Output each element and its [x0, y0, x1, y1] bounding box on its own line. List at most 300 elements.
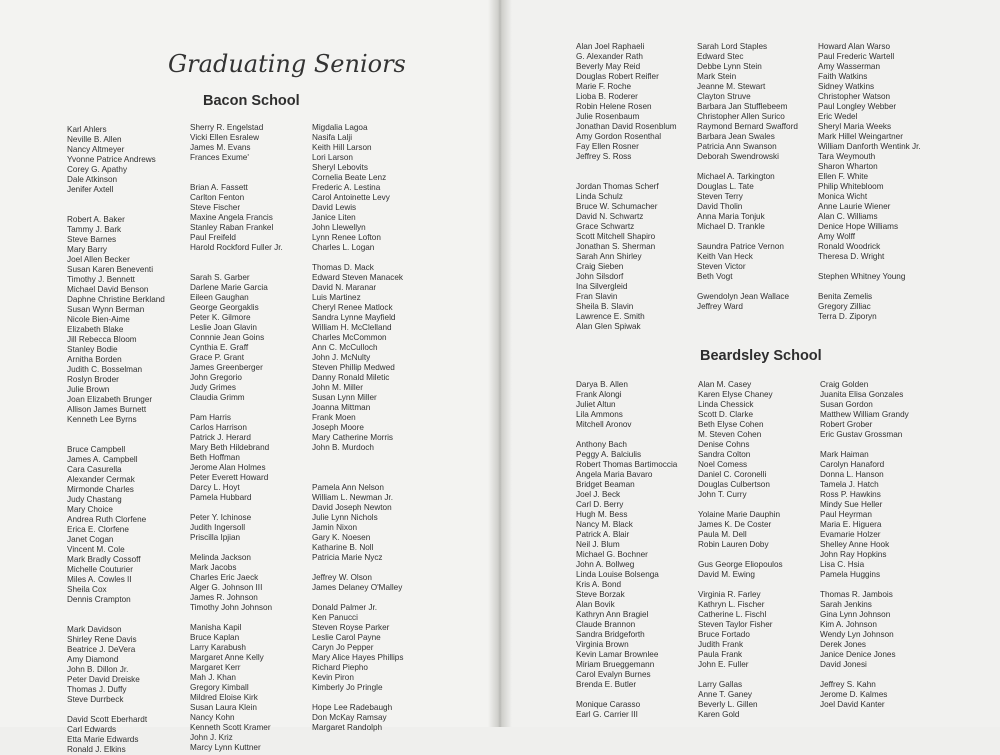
graduate-name: Eileen Gaughan	[190, 293, 249, 302]
bacon-column-2	[190, 123, 283, 753]
graduate-name: Monique Carasso	[576, 700, 641, 709]
graduate-name: John J. Kriz	[190, 733, 233, 742]
graduate-name: Tamela J. Hatch	[820, 480, 879, 489]
graduate-name: William H. McClelland	[312, 323, 392, 332]
graduate-name: Alan Joel Raphaeli	[576, 42, 645, 51]
graduate-name: Alexander Cermak	[67, 475, 135, 484]
graduate-name: Kris A. Bond	[576, 580, 622, 589]
graduate-name: Nancy Altmeyer	[67, 145, 125, 154]
graduate-name: David M. Ewing	[698, 570, 755, 579]
graduate-name: Ann C. McCulloch	[312, 343, 378, 352]
name-spacer	[190, 163, 283, 173]
graduate-name: Robert A. Baker	[67, 215, 125, 224]
graduate-name: John T. Curry	[698, 490, 747, 499]
graduate-name: Peter Everett Howard	[190, 473, 269, 482]
graduate-name: Charles Eric Jaeck	[190, 573, 259, 582]
graduate-name: Nancy Kohn	[190, 713, 235, 722]
graduate-name: Bruce Kaplan	[190, 633, 240, 642]
name-spacer	[190, 543, 283, 553]
graduate-name: Kenneth Lee Byrns	[67, 415, 137, 424]
graduate-name: Anthony Bach	[576, 440, 627, 449]
graduate-name: Charles L. Logan	[312, 243, 375, 252]
graduate-name: Michael David Benson	[67, 285, 149, 294]
graduate-name: Beatrice J. DeVera	[67, 645, 136, 654]
graduate-name: Eric Wedel	[818, 112, 858, 121]
graduate-name: Cornelia Beate Lenz	[312, 173, 387, 182]
graduate-name: Don McKay Ramsay	[312, 713, 387, 722]
graduate-name: Cara Casurella	[67, 465, 122, 474]
graduate-name: Joseph Moore	[312, 423, 364, 432]
graduate-name: Amy Wolff	[818, 232, 856, 241]
graduate-name: Clayton Struve	[697, 92, 751, 101]
name-spacer	[698, 580, 783, 590]
graduate-name: Michael A. Tarkington	[697, 172, 775, 181]
graduate-name: Saundra Patrice Vernon	[697, 242, 784, 251]
graduate-name: Paula M. Dell	[698, 530, 747, 539]
graduate-name: Susan Laura Klein	[190, 703, 257, 712]
graduate-name: Stanley Bodie	[67, 345, 118, 354]
graduate-name: Fay Ellen Rosner	[576, 142, 639, 151]
graduate-name: Jeffrey S. Ross	[576, 152, 632, 161]
graduate-name: John Silsdorf	[576, 272, 624, 281]
graduate-name: Beth Hoffman	[190, 453, 240, 462]
graduate-name: Julie Brown	[67, 385, 110, 394]
name-spacer	[576, 690, 677, 700]
graduate-name: Joel Allen Becker	[67, 255, 130, 264]
graduate-name: Peter K. Gilmore	[190, 313, 251, 322]
page-title: Graduating Seniors	[168, 50, 406, 78]
graduate-name: Beth Elyse Cohen	[698, 420, 764, 429]
left-page	[0, 0, 497, 754]
name-spacer	[67, 425, 165, 435]
name-spacer	[698, 550, 783, 560]
graduate-name: Peter Y. Ichinose	[190, 513, 252, 522]
name-spacer	[312, 253, 403, 263]
graduate-name: Robert Thomas Bartimoccia	[576, 460, 678, 469]
graduate-name: Patrick A. Blair	[576, 530, 630, 539]
graduate-name: Melinda Jackson	[190, 553, 251, 562]
graduate-name: Sandra Colton	[698, 450, 751, 459]
graduate-name: Sarah Lord Staples	[697, 42, 768, 51]
graduate-name: Steven Royse Parker	[312, 623, 390, 632]
graduate-name: Douglas Culbertson	[698, 480, 770, 489]
bacon-column-1	[67, 125, 165, 755]
graduate-name: Terra D. Ziporyn	[818, 312, 877, 321]
graduate-name: Linda Chessick	[698, 400, 754, 409]
graduate-name: Erica E. Clorfene	[67, 525, 129, 534]
graduate-name: John B. Dillon Jr.	[67, 665, 129, 674]
graduate-name: Stanley Raban Frankel	[190, 223, 274, 232]
graduate-name: Jeffrey Ward	[697, 302, 743, 311]
graduate-name: Douglas L. Tate	[697, 182, 754, 191]
graduate-name: Patrick J. Herard	[190, 433, 251, 442]
graduate-name: Christopher Watson	[818, 92, 891, 101]
graduate-name: Derek Jones	[820, 640, 866, 649]
graduate-name: Mary Choice	[67, 505, 113, 514]
graduate-name: David N. Maranar	[312, 283, 377, 292]
graduate-name: Carl D. Berry	[576, 500, 624, 509]
graduate-name: Marcy Lynn Kuttner	[190, 743, 261, 752]
graduate-name: Amy Gordon Rosenthal	[576, 132, 662, 141]
graduate-name: Mary Alice Hayes Phillips	[312, 653, 404, 662]
graduate-name: Ken Panucci	[312, 613, 358, 622]
graduate-name: Mitchell Aronov	[576, 420, 632, 429]
graduate-name: Bridget Beaman	[576, 480, 635, 489]
graduate-name: Paula Frank	[698, 650, 743, 659]
graduate-name: Mary Catherine Morris	[312, 433, 393, 442]
graduate-name: Eric Gustav Grossman	[820, 430, 903, 439]
graduate-name: Hugh M. Bess	[576, 510, 628, 519]
graduate-name: Susan Lynn Miller	[312, 393, 377, 402]
graduate-name: Denise Cohns	[698, 440, 750, 449]
graduate-name: Joan Elizabeth Brunger	[67, 395, 153, 404]
graduate-name: Darlene Marie Garcia	[190, 283, 268, 292]
name-spacer	[190, 503, 283, 513]
graduate-name: Gregory Kimball	[190, 683, 249, 692]
graduate-name: John Ray Hopkins	[820, 550, 887, 559]
graduate-name: Juliet Altun	[576, 400, 616, 409]
graduate-name: William L. Newman Jr.	[312, 493, 393, 502]
graduate-name: Harold Rockford Fuller Jr.	[190, 243, 283, 252]
graduate-name: Monica Wicht	[818, 192, 868, 201]
name-spacer	[698, 500, 783, 510]
graduate-name: Claudia Grimm	[190, 393, 245, 402]
graduate-name: Debbe Lynn Stein	[697, 62, 762, 71]
graduate-name: Yvonne Patrice Andrews	[67, 155, 156, 164]
name-spacer	[697, 162, 798, 172]
graduate-name: Catherine L. Fischl	[698, 610, 767, 619]
graduate-name: James R. Johnson	[190, 593, 258, 602]
graduate-name: Evamarie Holzer	[820, 530, 881, 539]
name-spacer	[67, 195, 165, 205]
graduate-name: Denice Hope Williams	[818, 222, 899, 231]
graduate-name: Gary K. Noesen	[312, 533, 371, 542]
graduate-name: Neville B. Allen	[67, 135, 122, 144]
graduate-name: Patricia Ann Swanson	[697, 142, 777, 151]
graduate-name: Nasifa Lalji	[312, 133, 353, 142]
graduate-name: Elizabeth Blake	[67, 325, 124, 334]
graduate-name: James M. Evans	[190, 143, 251, 152]
graduate-name: David Scott Eberhardt	[67, 715, 148, 724]
graduate-name: Jeffrey S. Kahn	[820, 680, 876, 689]
graduate-name: Virginia R. Farley	[698, 590, 761, 599]
graduate-name: Anne T. Ganey	[698, 690, 753, 699]
graduate-name: Margaret Randolph	[312, 723, 383, 732]
graduate-name: Michelle Couturier	[67, 565, 133, 574]
graduate-name: Kimberly Jo Pringle	[312, 683, 383, 692]
graduate-name: Daphne Christine Berkland	[67, 295, 165, 304]
graduate-name: Edward Stec	[697, 52, 744, 61]
graduate-name: Carol Evalyn Burnes	[576, 670, 651, 679]
graduate-name: Susan Gordon	[820, 400, 873, 409]
graduate-name: Hope Lee Radebaugh	[312, 703, 393, 712]
graduate-name: John Gregorio	[190, 373, 242, 382]
name-spacer	[190, 173, 283, 183]
graduate-name: Alan Glen Spiwak	[576, 322, 641, 331]
graduate-name: Janice Liten	[312, 213, 356, 222]
graduate-name: Tammy J. Bark	[67, 225, 122, 234]
graduate-name: Priscilla Ipjian	[190, 533, 241, 542]
graduate-name: Karen Gold	[698, 710, 740, 719]
graduate-name: Manisha Kapil	[190, 623, 242, 632]
graduate-name: Karen Elyse Chaney	[698, 390, 773, 399]
graduate-name: Carolyn Hanaford	[820, 460, 885, 469]
graduate-name: Keith Hill Larson	[312, 143, 372, 152]
name-spacer	[67, 435, 165, 445]
graduate-name: Donna L. Hanson	[820, 470, 884, 479]
graduate-name: Sandra Bridgeforth	[576, 630, 645, 639]
graduate-name: Mary Beth Hildebrand	[190, 443, 270, 452]
name-spacer	[67, 205, 165, 215]
graduate-name: Beverly May Reid	[576, 62, 641, 71]
graduate-name: Bruce W. Schumacher	[576, 202, 658, 211]
graduate-name: Cheryl Renee Matlock	[312, 303, 393, 312]
graduate-name: Pam Harris	[190, 413, 231, 422]
right-column-2	[697, 42, 798, 312]
graduate-name: Nicole Bien-Aime	[67, 315, 130, 324]
graduate-name: Jeffrey W. Olson	[312, 573, 372, 582]
graduate-name: Kim A. Johnson	[820, 620, 877, 629]
beardsley-column-1	[576, 380, 677, 720]
graduate-name: John J. McNulty	[312, 353, 371, 362]
name-spacer	[190, 253, 283, 263]
graduate-name: Timothy J. Bennett	[67, 275, 135, 284]
graduate-name: Carlton Fenton	[190, 193, 245, 202]
graduate-name: Sheryl Lebovits	[312, 163, 368, 172]
graduate-name: Alger G. Johnson III	[190, 583, 263, 592]
graduate-name: Sheryl Maria Weeks	[818, 122, 892, 131]
graduate-name: Marie F. Roche	[576, 82, 632, 91]
graduate-name: Frances Exume'	[190, 153, 249, 162]
graduate-name: Philip Whitebloom	[818, 182, 884, 191]
graduate-name: Kathryn L. Fischer	[698, 600, 765, 609]
graduate-name: Timothy John Johnson	[190, 603, 273, 612]
graduate-name: Faith Watkins	[818, 72, 868, 81]
graduate-name: Judith Ingersoll	[190, 523, 246, 532]
graduate-name: Paul Frederic Wartell	[818, 52, 895, 61]
graduate-name: Benita Zemelis	[818, 292, 873, 301]
name-spacer	[312, 693, 403, 703]
graduate-name: Paul Heyrman	[820, 510, 872, 519]
graduate-name: Carol Antoinette Levy	[312, 193, 390, 202]
graduate-name: Joel J. Beck	[576, 490, 621, 499]
graduate-name: Douglas Robert Reifler	[576, 72, 659, 81]
graduate-name: Lori Larson	[312, 153, 353, 162]
graduate-name: Mildred Eloise Kirk	[190, 693, 258, 702]
graduate-name: Ronald J. Elkins	[67, 745, 126, 754]
name-spacer	[312, 473, 403, 483]
graduate-name: Judith C. Bosselman	[67, 365, 143, 374]
graduate-name: Alan Bovik	[576, 600, 615, 609]
graduate-name: Ina Silvergleid	[576, 282, 628, 291]
graduate-name: Yolaine Marie Dauphin	[698, 510, 781, 519]
graduate-name: Charles McCommon	[312, 333, 387, 342]
graduate-name: Susan Wynn Berman	[67, 305, 145, 314]
graduate-name: Linda Schulz	[576, 192, 623, 201]
graduate-name: Dale Atkinson	[67, 175, 118, 184]
graduate-name: Amy Wasserman	[818, 62, 881, 71]
graduate-name: Mindy Sue Heller	[820, 500, 883, 509]
graduate-name: David Lewis	[312, 203, 357, 212]
graduate-name: Jordan Thomas Scherf	[576, 182, 659, 191]
graduate-name: John A. Bollweg	[576, 560, 635, 569]
graduate-name: John Llewellyn	[312, 223, 366, 232]
graduate-name: Pamela Huggins	[820, 570, 881, 579]
graduate-name: Deborah Swendrowski	[697, 152, 779, 161]
graduate-name: Darcy L. Hoyt	[190, 483, 240, 492]
name-spacer	[698, 670, 783, 680]
graduate-name: Maxine Angela Francis	[190, 213, 273, 222]
name-spacer	[818, 282, 921, 292]
graduate-name: Steven Terry	[697, 192, 743, 201]
graduate-name: Luis Martinez	[312, 293, 361, 302]
graduate-name: Steve Fischer	[190, 203, 241, 212]
graduate-name: Brian A. Fassett	[190, 183, 248, 192]
name-spacer	[576, 162, 677, 172]
graduate-name: Bruce Fortado	[698, 630, 750, 639]
graduate-name: Sarah Jenkins	[820, 600, 872, 609]
graduate-name: Sarah Ann Shirley	[576, 252, 642, 261]
graduate-name: Grace P. Grant	[190, 353, 245, 362]
graduate-name: Julie Lynn Nichols	[312, 513, 378, 522]
graduate-name: Scott D. Clarke	[698, 410, 754, 419]
graduate-name: Sharon Wharton	[818, 162, 878, 171]
graduate-name: Paul Freifeld	[190, 233, 236, 242]
graduate-name: William Danforth Wentink Jr.	[818, 142, 921, 151]
graduate-name: Etta Marie Edwards	[67, 735, 139, 744]
graduate-name: Carl Edwards	[67, 725, 117, 734]
graduate-name: Cynthia E. Graff	[190, 343, 249, 352]
graduate-name: Thomas J. Duffy	[67, 685, 127, 694]
name-spacer	[576, 430, 677, 440]
graduate-name: Scott Mitchell Shapiro	[576, 232, 656, 241]
graduate-name: Mark Stein	[697, 72, 737, 81]
graduate-name: Jamin Nixon	[312, 523, 358, 532]
graduate-name: Corey G. Apathy	[67, 165, 128, 174]
graduate-name: Joanna Mittman	[312, 403, 371, 412]
graduate-name: Susan Karen Beneventi	[67, 265, 154, 274]
graduate-name: Jeanne M. Stewart	[697, 82, 766, 91]
graduate-name: Donald Palmer Jr.	[312, 603, 378, 612]
graduate-name: Lila Ammons	[576, 410, 623, 419]
name-spacer	[67, 615, 165, 625]
right-column-3	[818, 42, 921, 322]
graduate-name: John M. Miller	[312, 383, 363, 392]
graduate-name: Mah J. Khan	[190, 673, 236, 682]
graduate-name: Shelley Anne Hook	[820, 540, 890, 549]
graduate-name: Lisa C. Hsia	[820, 560, 865, 569]
graduate-name: Lawrence E. Smith	[576, 312, 645, 321]
graduate-name: Keith Van Heck	[697, 252, 753, 261]
graduate-name: Robin Lauren Doby	[698, 540, 769, 549]
graduate-name: John E. Fuller	[698, 660, 749, 669]
graduate-name: Linda Louise Bolsenga	[576, 570, 659, 579]
graduate-name: Neil J. Blum	[576, 540, 620, 549]
name-spacer	[312, 453, 403, 463]
graduate-name: Mark Haiman	[820, 450, 869, 459]
graduate-name: Sheila B. Slavin	[576, 302, 634, 311]
graduate-name: Peggy A. Balciulis	[576, 450, 642, 459]
name-spacer	[190, 263, 283, 273]
graduate-name: Miles A. Cowles II	[67, 575, 132, 584]
graduate-name: Nancy M. Black	[576, 520, 633, 529]
graduate-name: Janice Denice Jones	[820, 650, 896, 659]
right-column-1	[576, 42, 677, 332]
graduate-name: David Jonesi	[820, 660, 867, 669]
graduate-name: Craig Sieben	[576, 262, 624, 271]
graduate-name: Virginia Brown	[576, 640, 629, 649]
graduate-name: Beth Vogt	[697, 272, 733, 281]
graduate-name: James K. De Coster	[698, 520, 772, 529]
graduate-name: Mirmonde Charles	[67, 485, 134, 494]
graduate-name: Jerome D. Kalmes	[820, 690, 888, 699]
graduate-name: Tara Weymouth	[818, 152, 876, 161]
graduate-name: Darya B. Allen	[576, 380, 628, 389]
graduate-name: Sandra Lynne Mayfield	[312, 313, 396, 322]
graduate-name: Sherry R. Engelstad	[190, 123, 264, 132]
name-spacer	[312, 593, 403, 603]
graduate-name: Roslyn Broder	[67, 375, 119, 384]
graduate-name: David Joseph Newton	[312, 503, 392, 512]
graduate-name: Theresa D. Wright	[818, 252, 885, 261]
graduate-name: Larry Gallas	[698, 680, 743, 689]
graduate-name: Mark Davidson	[67, 625, 122, 634]
graduate-name: Gwendolyn Jean Wallace	[697, 292, 790, 301]
graduate-name: Margaret Kerr	[190, 663, 241, 672]
graduate-name: Kenneth Scott Kramer	[190, 723, 271, 732]
graduate-name: Arnitha Borden	[67, 355, 122, 364]
graduate-name: Ronald Woodrick	[818, 242, 881, 251]
graduate-name: Steve Borzak	[576, 590, 625, 599]
graduate-name: Patricia Marie Nycz	[312, 553, 383, 562]
graduate-name: Caryn Jo Pepper	[312, 643, 374, 652]
graduate-name: Christopher Allen Surico	[697, 112, 785, 121]
graduate-name: Leslie Joan Glavin	[190, 323, 257, 332]
graduate-name: Earl G. Carrier III	[576, 710, 638, 719]
name-spacer	[67, 605, 165, 615]
graduate-name: Robin Helene Rosen	[576, 102, 652, 111]
graduate-name: Anne Laurie Wiener	[818, 202, 891, 211]
graduate-name: Barbara Jan Stufflebeem	[697, 102, 788, 111]
graduate-name: Mary Barry	[67, 245, 108, 254]
graduate-name: James Delaney O'Malley	[312, 583, 403, 592]
graduate-name: Gregory Zilliac	[818, 302, 871, 311]
graduate-name: Kathryn Ann Bragiel	[576, 610, 649, 619]
graduate-name: Richard Piepho	[312, 663, 368, 672]
graduate-name: Judith Frank	[698, 640, 744, 649]
graduate-name: Alan C. Williams	[818, 212, 878, 221]
graduate-name: Steven Taylor Fisher	[698, 620, 773, 629]
graduate-name: Peter David Dreiske	[67, 675, 140, 684]
right-page	[503, 0, 1000, 727]
graduate-name: Michael D. Trankle	[697, 222, 765, 231]
graduate-name: Amy Diamond	[67, 655, 119, 664]
graduate-name: Leslie Carol Payne	[312, 633, 381, 642]
graduate-name: Janet Cogan	[67, 535, 114, 544]
graduate-name: Raymond Bernard Swafford	[697, 122, 798, 131]
graduate-name: Julie Rosenbaum	[576, 112, 640, 121]
graduate-name: Kevin Lamar Brownlee	[576, 650, 659, 659]
graduate-name: Mark Bradly Cossoff	[67, 555, 141, 564]
graduate-name: Brenda E. Butler	[576, 680, 637, 689]
graduate-name: Jill Rebecca Bloom	[67, 335, 137, 344]
name-spacer	[820, 580, 909, 590]
graduate-name: Juanita Elisa Gonzales	[820, 390, 904, 399]
graduate-name: Larry Karabush	[190, 643, 246, 652]
name-spacer	[312, 463, 403, 473]
graduate-name: Grace Schwartz	[576, 222, 635, 231]
beardsley-column-3	[820, 380, 909, 710]
